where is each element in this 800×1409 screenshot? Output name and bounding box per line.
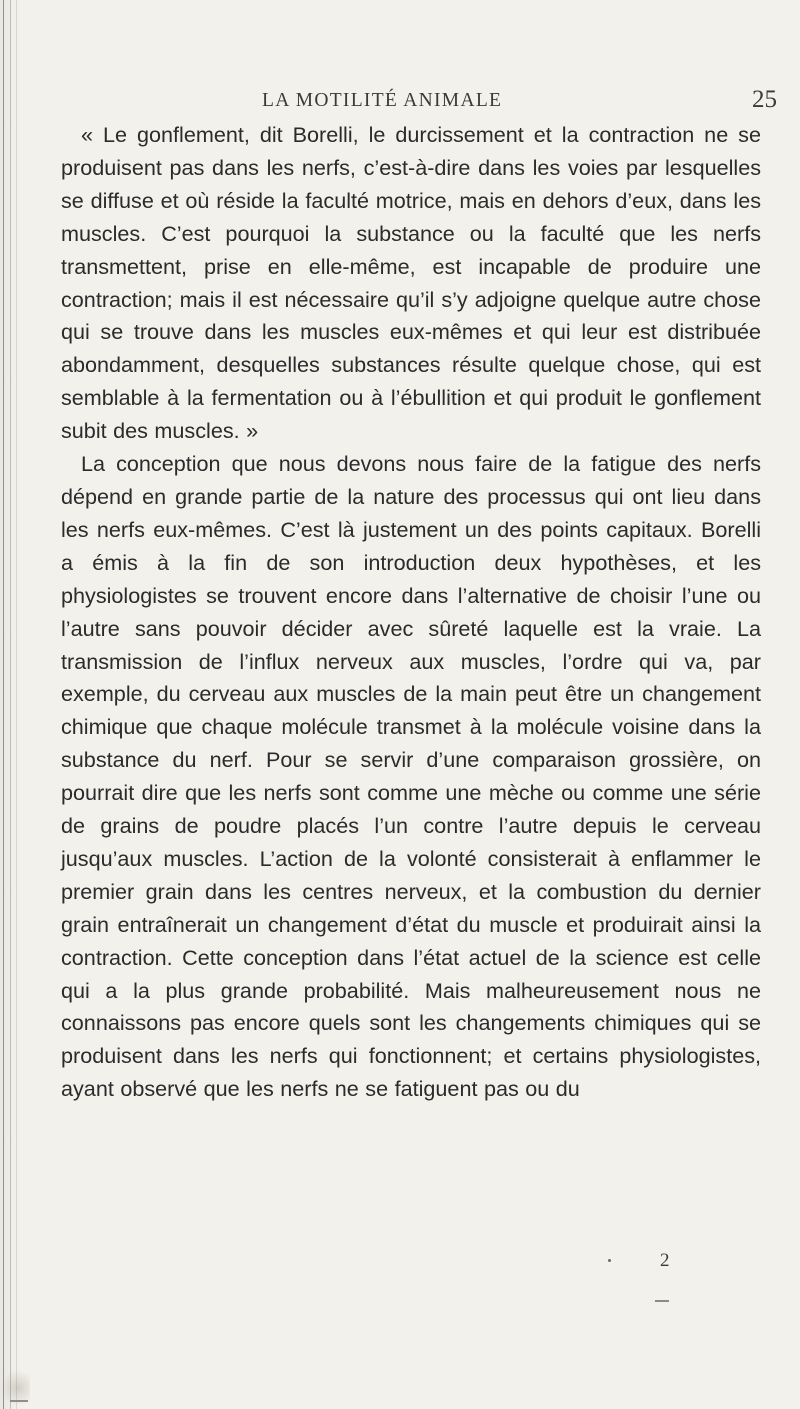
paragraph-body: La conception que nous devons nous faire de la fatigue des nerfs dépend en grande partie de la nature des processus qui ont lieu dans les nerfs eux-mêmes. C’est là justement un des points capitaux. Borelli a émis à la fin de son introduction deux hypothèses, et les physiologistes se trouvent encore dans l’alternative de choisir l’une ou l’autre sans pouvoir décider avec sûreté laquelle est la vraie. La transmission de l’influx nerveux aux muscles, l’ordre qui va, par exemple, du cerveau aux muscles de la main peut être un changement chimique que chaque molécule transmet à la molécule voisine dans la substance du nerf. Pour se servir d’une comparaison grossière, on pourrait dire que les nerfs sont comme une mèche ou comme une série de grains de poudre placés l’un contre l’autre depuis le cerveau jusqu’aux muscles. L’action de la volonté consisterait à enflammer le premier grain dans les centres nerveux, et la combustion du dernier grain entraînerait un changement d’état du muscle et produirait ainsi la contraction. Cette conception dans l’état actuel de la science est celle qui a la plus grande probabilité. Mais malheureusement nous ne connaissons pas encore quels sont les changements chimiques qui se produisent dans les nerfs qui fonctionnent; et certains physiologistes, ayant observé que les nerfs ne se fatiguent pas ou du <box>61 451 761 1102</box>
paper-smudge <box>0 1370 30 1406</box>
gutter-edge-line <box>3 0 4 1409</box>
binding-gutter <box>0 0 22 1409</box>
printer-dot <box>608 1259 611 1262</box>
gutter-edge-line <box>16 0 17 1409</box>
running-head <box>0 86 800 118</box>
signature-mark: 2 <box>660 1250 670 1271</box>
gutter-edge-line <box>10 0 11 1409</box>
paragraph-quotation: « Le gonflement, dit Borelli, le durcissement et la contraction ne se produisent pas dans les nerfs, c’est-à-dire dans les voies par lesquelles se diffuse et où réside la faculté motrice, mais en dehors d’eux, dans les muscles. C’est pourquoi la substance ou la faculté que les nerfs transmettent, prise en elle-même, est incapable de produire une contraction; mais il est nécessaire qu’il s’y adjoigne quelque autre chose qui se trouve dans les muscles eux-mêmes et qui leur est distribuée abondamment, desquelles substances résulte quelque chose, qui est semblable à la fermentation ou à l’ébullition et qui produit le gonflement subit des muscles. » <box>61 122 761 444</box>
printer-dash <box>655 1300 669 1302</box>
page-number: 25 <box>752 86 777 113</box>
body-text <box>61 119 761 1106</box>
running-head-title: LA MOTILITÉ ANIMALE <box>262 90 503 111</box>
